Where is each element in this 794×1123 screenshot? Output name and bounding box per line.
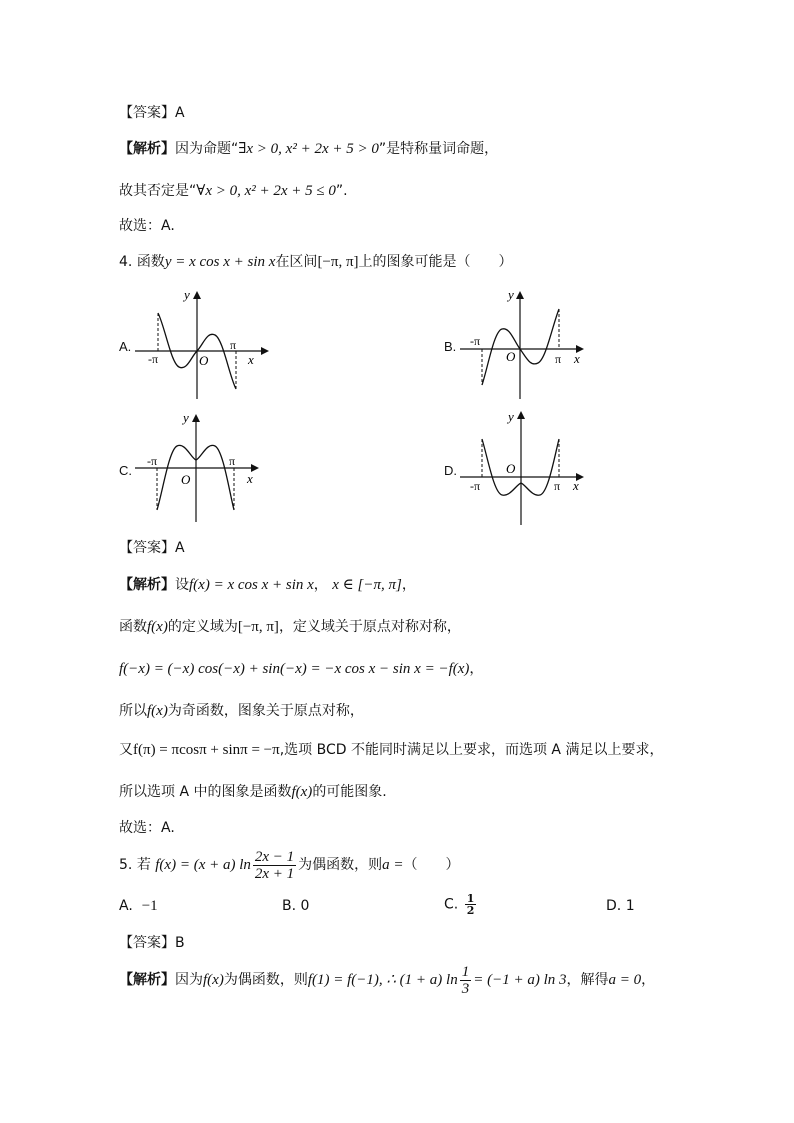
neg-pi-label: -π bbox=[470, 334, 481, 348]
answer-value: A bbox=[175, 105, 185, 121]
q4-analysis-line-6: 所以选项 A 中的图象是函数f(x)的可能图象. bbox=[119, 784, 387, 800]
graph-b bbox=[460, 287, 610, 402]
graph-d-label: D. bbox=[444, 463, 457, 478]
pi-label: π bbox=[554, 479, 561, 493]
x-axis-label: x bbox=[573, 478, 579, 493]
q5-analysis-line-1: 【解析】因为f(x)为偶函数，则f(1) = f(−1), ∴ (1 + a) ln $\frac{1}{3}$ = (−1 + a) ln 3，解得a = 0， bbox=[119, 963, 656, 997]
q4-analysis-line-4: 所以f(x)为奇函数，图象关于原点对称， bbox=[119, 703, 364, 719]
answer-tag: 【答案】 bbox=[119, 105, 175, 121]
analysis-tag: 【解析】 bbox=[119, 577, 175, 593]
x-axis-label: x bbox=[248, 352, 254, 367]
origin-label: O bbox=[199, 353, 209, 368]
origin-label: O bbox=[181, 472, 191, 487]
neg-pi-label: -π bbox=[470, 479, 481, 493]
function-math: y = x cos x + sin x bbox=[164, 254, 276, 270]
neg-pi-label: -π bbox=[148, 352, 159, 366]
answer-tag: 【答案】 bbox=[119, 935, 175, 951]
pi-label: π bbox=[555, 352, 562, 366]
analysis-fraction: $\frac{1}{3}$ bbox=[461, 963, 470, 997]
q5-answer-line bbox=[119, 933, 185, 953]
question-number: 5. bbox=[119, 857, 133, 873]
q3-analysis-line-1: 【解析】因为命题“∃x > 0, x² + 2x + 5 > 0”是特称量词命题， bbox=[119, 141, 499, 157]
graph-b-label: B. bbox=[444, 339, 457, 354]
origin-label: O bbox=[506, 349, 516, 364]
negation-math: ∀x > 0, x² + 2x + 5 ≤ 0 bbox=[196, 183, 336, 199]
q4-analysis-line-1: 【解析】设f(x) = x cos x + sin x， x ∈ [−π, π]， bbox=[119, 577, 416, 593]
pi-label: π bbox=[230, 338, 237, 352]
q3-answer-line bbox=[119, 103, 185, 123]
origin-label: O bbox=[506, 461, 516, 476]
graph-a-label: A. bbox=[119, 339, 132, 354]
graph-c bbox=[135, 410, 285, 525]
proposition-math: ∃x > 0, x² + 2x + 5 > 0 bbox=[238, 141, 379, 157]
x-axis-label: x bbox=[574, 351, 580, 366]
stem-fraction: $\frac{2x - 1}{2x + 1}$ bbox=[254, 848, 295, 882]
y-axis-label: y bbox=[508, 287, 514, 302]
q4-stem: 4. 函数y = x cos x + sin x在区间[−π, π]上的图象可能是（ ） bbox=[119, 254, 513, 270]
pi-label: π bbox=[229, 454, 236, 468]
q4-answer-line bbox=[119, 538, 185, 558]
y-axis-label: y bbox=[183, 410, 189, 425]
q4-analysis-line-2: 函数f(x)的定义域为[−π, π]，定义域关于原点对称对称， bbox=[119, 619, 461, 635]
q3-analysis-line-2: 故其否定是“∀x > 0, x² + 2x + 5 ≤ 0”. bbox=[119, 183, 348, 199]
q4-analysis-line-3: f(−x) = (−x) cos(−x) + sin(−x) = −x cos x − sin x = −f(x)， bbox=[119, 661, 484, 677]
answer-value: B bbox=[175, 935, 185, 951]
graph-d bbox=[460, 407, 610, 527]
neg-pi-label: -π bbox=[147, 454, 158, 468]
y-axis-label: y bbox=[184, 287, 190, 302]
q5-stem: 5. 若 f(x) = (x + a) ln $\frac{2x - 1}{2x + 1}$ 为偶函数，则a =（ ） bbox=[119, 848, 460, 882]
q5-option-b: B. 0 bbox=[282, 898, 310, 914]
x-axis-label: x bbox=[247, 471, 253, 486]
q5-option-a: A. −1 bbox=[119, 898, 158, 914]
q4-final: 故选：A. bbox=[119, 820, 175, 836]
analysis-tag: 【解析】 bbox=[119, 141, 175, 157]
y-axis-label: y bbox=[508, 409, 514, 424]
option-c-fraction: $\frac{1}{2}$ bbox=[466, 892, 475, 917]
question-number: 4. bbox=[119, 254, 133, 270]
q5-option-d: D. 1 bbox=[606, 898, 635, 914]
q3-final: 故选：A. bbox=[119, 218, 175, 234]
answer-value: A bbox=[175, 540, 185, 556]
q5-option-c: C. $\frac{1}{2}$ bbox=[444, 892, 475, 917]
graph-a bbox=[135, 287, 285, 402]
analysis-tag: 【解析】 bbox=[119, 972, 175, 988]
q4-analysis-line-5: 又f(π) = πcosπ + sinπ = −π,选项 BCD 不能同时满足以上要求，而选项 A 满足以上要求， bbox=[119, 742, 664, 758]
interval-math: [−π, π] bbox=[317, 254, 359, 270]
graph-c-label: C. bbox=[119, 463, 132, 478]
answer-tag: 【答案】 bbox=[119, 540, 175, 556]
